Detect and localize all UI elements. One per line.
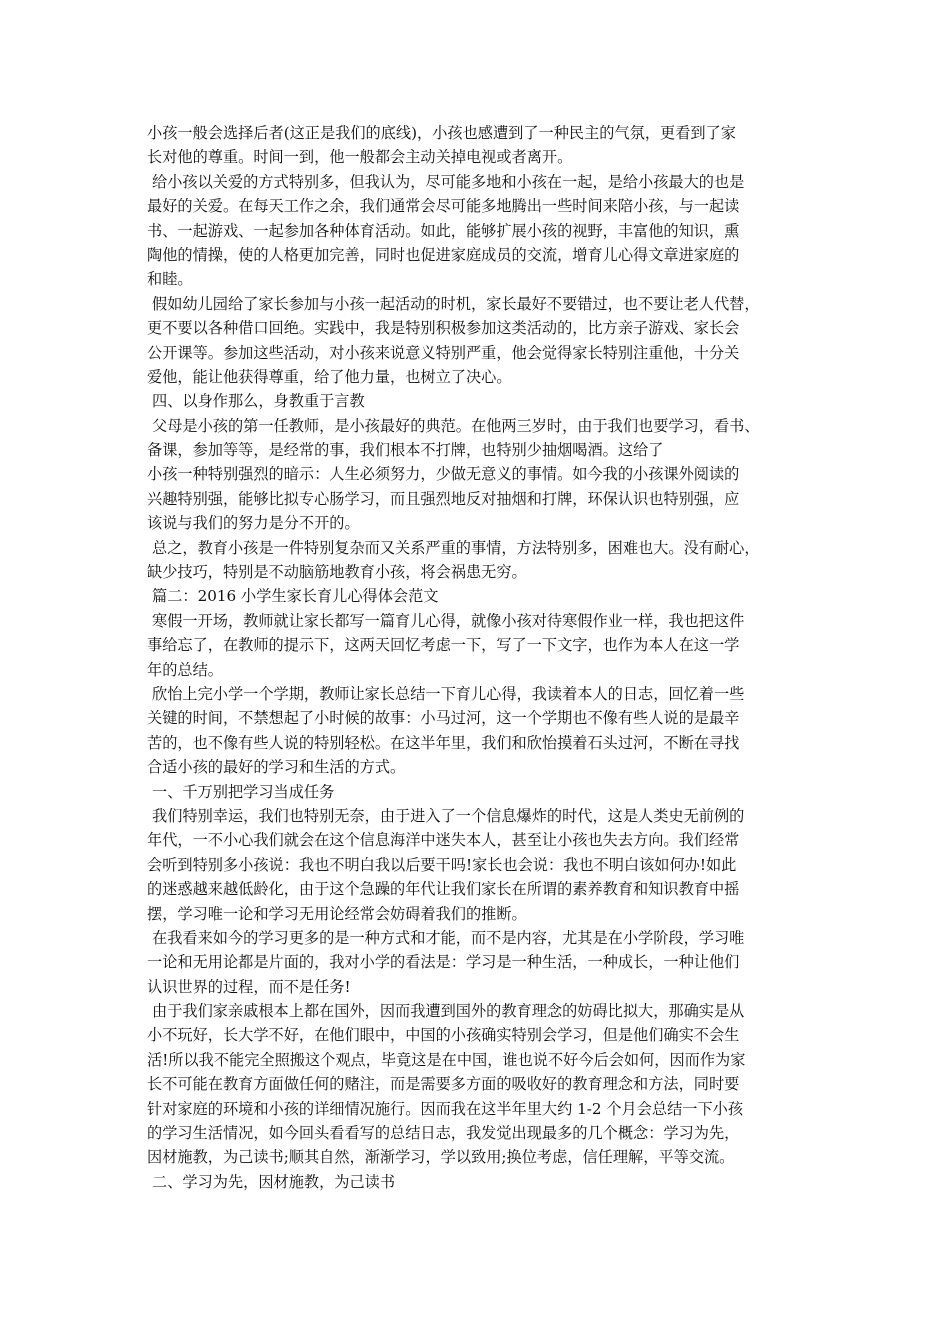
text-line: 小不玩好，长大学不好，在他们眼中，中国的小孩确实特别会学习，但是他们确实不会生 bbox=[147, 1026, 740, 1045]
paragraph-first-line: 由于我们家亲戚根本上都在国外，因而我遭到国外的教育理念的妨碍比拟大，那确实是从 bbox=[152, 1002, 745, 1021]
text-line: 该说与我们的努力是分不开的。 bbox=[147, 514, 360, 533]
paragraph-first-line: 欣怡上完小学一个学期，教师让家长总结一下育儿心得，我读着本人的日志，回忆着一些 bbox=[152, 684, 745, 703]
paragraph-first-line: 篇二：2016 小学生家长育儿心得体会范文 bbox=[152, 587, 439, 606]
text-line: 陶他的情操，使的人格更加完善，同时也促进家庭成员的交流，增育儿心得文章进家庭的 bbox=[147, 245, 740, 264]
text-line: 的迷惑越来越低龄化，由于这个急躁的年代让我们家长在所谓的素养教育和知识教育中摇 bbox=[147, 880, 740, 899]
text-line: 活!所以我不能完全照搬这个观点，毕竟这是在中国，谁也说不好今后会如何，因而作为家 bbox=[147, 1050, 746, 1069]
text-line: 公开课等。参加这些活动，对小孩来说意义特别严重，他会觉得家长特别注重他，十分关 bbox=[147, 343, 740, 362]
paragraph-first-line: 假如幼儿园给了家长参加与小孩一起活动的时机，家长最好不要错过，也不要让老人代替， bbox=[152, 294, 760, 313]
text-line: 更不要以各种借口回绝。实践中，我是特别积极参加这类活动的，比方亲子游戏、家长会 bbox=[147, 319, 740, 338]
text-line: 针对家庭的环境和小孩的详细情况施行。因而我在这半年里大约 1-2 个月会总结一下小孩 bbox=[147, 1099, 744, 1118]
text-line: 最好的关爱。在每天工作之余，我们通常会尽可能多地腾出一些时间来陪小孩，与一起读 bbox=[147, 197, 740, 216]
paragraph-first-line: 寒假一开场，教师就让家长都写一篇育儿心得，就像小孩对待寒假作业一样，我也把这件 bbox=[152, 611, 745, 630]
text-line: 认识世界的过程，而不是任务! bbox=[147, 977, 351, 996]
text-line: 事给忘了，在教师的提示下，这两天回忆考虑一下，写了一下文字，也作为本人在这一学 bbox=[147, 636, 740, 655]
text-line: 小孩一般会选择后者(这正是我们的底线)，小孩也感遭到了一种民主的气氛，更看到了家 bbox=[147, 124, 736, 142]
text-line: 和睦。 bbox=[147, 270, 193, 289]
paragraph-first-line: 二、学习为先，因材施教，为己读书 bbox=[152, 1172, 395, 1191]
text-line: 年代，一不小心我们就会在这个信息海洋中迷失本人，甚至让小孩也失去方向。我们经常 bbox=[147, 831, 740, 850]
paragraph-first-line: 四、以身作那么，身教重于言教 bbox=[152, 392, 365, 411]
text-line: 缺少技巧，特别是不动脑筋地教育小孩，将会祸患无穷。 bbox=[147, 563, 527, 582]
text-line: 一论和无用论都是片面的，我对小学的看法是：学习是一种生活，一种成长，一种让他们 bbox=[147, 953, 740, 972]
paragraph-first-line: 给小孩以关爱的方式特别多，但我认为，尽可能多地和小孩在一起，是给小孩最大的也是 bbox=[152, 172, 745, 191]
text-line: 因材施教，为己读书;顺其自然，渐渐学习，学以致用;换位考虑，信任理解，平等交流。 bbox=[147, 1148, 735, 1167]
text-line: 摆，学习唯一论和学习无用论经常会妨碍着我们的推断。 bbox=[147, 904, 527, 923]
text-line: 书、一起游戏、一起参加各种体育活动。如此，能够扩展小孩的视野，丰富他的知识，熏 bbox=[147, 221, 740, 240]
paragraph-first-line: 父母是小孩的第一任教师，是小孩最好的典范。在他两三岁时，由于我们也要学习，看书、 bbox=[152, 416, 760, 435]
text-line: 兴趣特别强，能够比拟专心肠学习，而且强烈地反对抽烟和打牌，环保认识也特别强，应 bbox=[147, 489, 740, 508]
paragraph-first-line: 我们特别幸运，我们也特别无奈，由于进入了一个信息爆炸的时代，这是人类史无前例的 bbox=[152, 806, 745, 825]
text-line: 备课，参加等等，是经常的事，我们根本不打牌，也特别少抽烟喝酒。这给了 bbox=[147, 441, 664, 460]
text-line: 小孩一种特别强烈的暗示：人生必须努力，少做无意义的事情。如今我的小孩课外阅读的 bbox=[147, 465, 740, 484]
text-line: 会听到特别多小孩说：我也不明白我以后要干吗!家长也会说：我也不明白该如何办!如此 bbox=[147, 855, 737, 874]
text-line: 的学习生活情况，如今回头看看写的总结日志，我发觉出现最多的几个概念：学习为先， bbox=[147, 1124, 740, 1143]
document-body bbox=[147, 121, 807, 1194]
text-line: 爱他，能让他获得尊重，给了他力量，也树立了决心。 bbox=[147, 367, 512, 386]
text-line: 长不可能在教育方面做任何的赌注，而是需要多方面的吸收好的教育理念和方法，同时要 bbox=[147, 1075, 740, 1094]
text-line: 年的总结。 bbox=[147, 660, 223, 679]
text-line: 合适小孩的最好的学习和生活的方式。 bbox=[147, 758, 406, 777]
text-line: 关键的时间，不禁想起了小时候的故事：小马过河，这一个学期也不像有些人说的是最辛 bbox=[147, 709, 740, 728]
paragraph-first-line: 一、千万别把学习当成任务 bbox=[152, 782, 335, 801]
paragraph-first-line: 在我看来如今的学习更多的是一种方式和才能，而不是内容，尤其是在小学阶段，学习唯 bbox=[152, 928, 745, 947]
text-line: 苦的，也不像有些人说的特别轻松。在这半年里，我们和欣怡摸着石头过河，不断在寻找 bbox=[147, 733, 740, 752]
text-line: 长对他的尊重。时间一到，他一般都会主动关掉电视或者离开。 bbox=[147, 148, 573, 167]
paragraph-first-line: 总之，教育小孩是一件特别复杂而又关系严重的事情，方法特别多，困难也大。没有耐心， bbox=[152, 538, 760, 557]
